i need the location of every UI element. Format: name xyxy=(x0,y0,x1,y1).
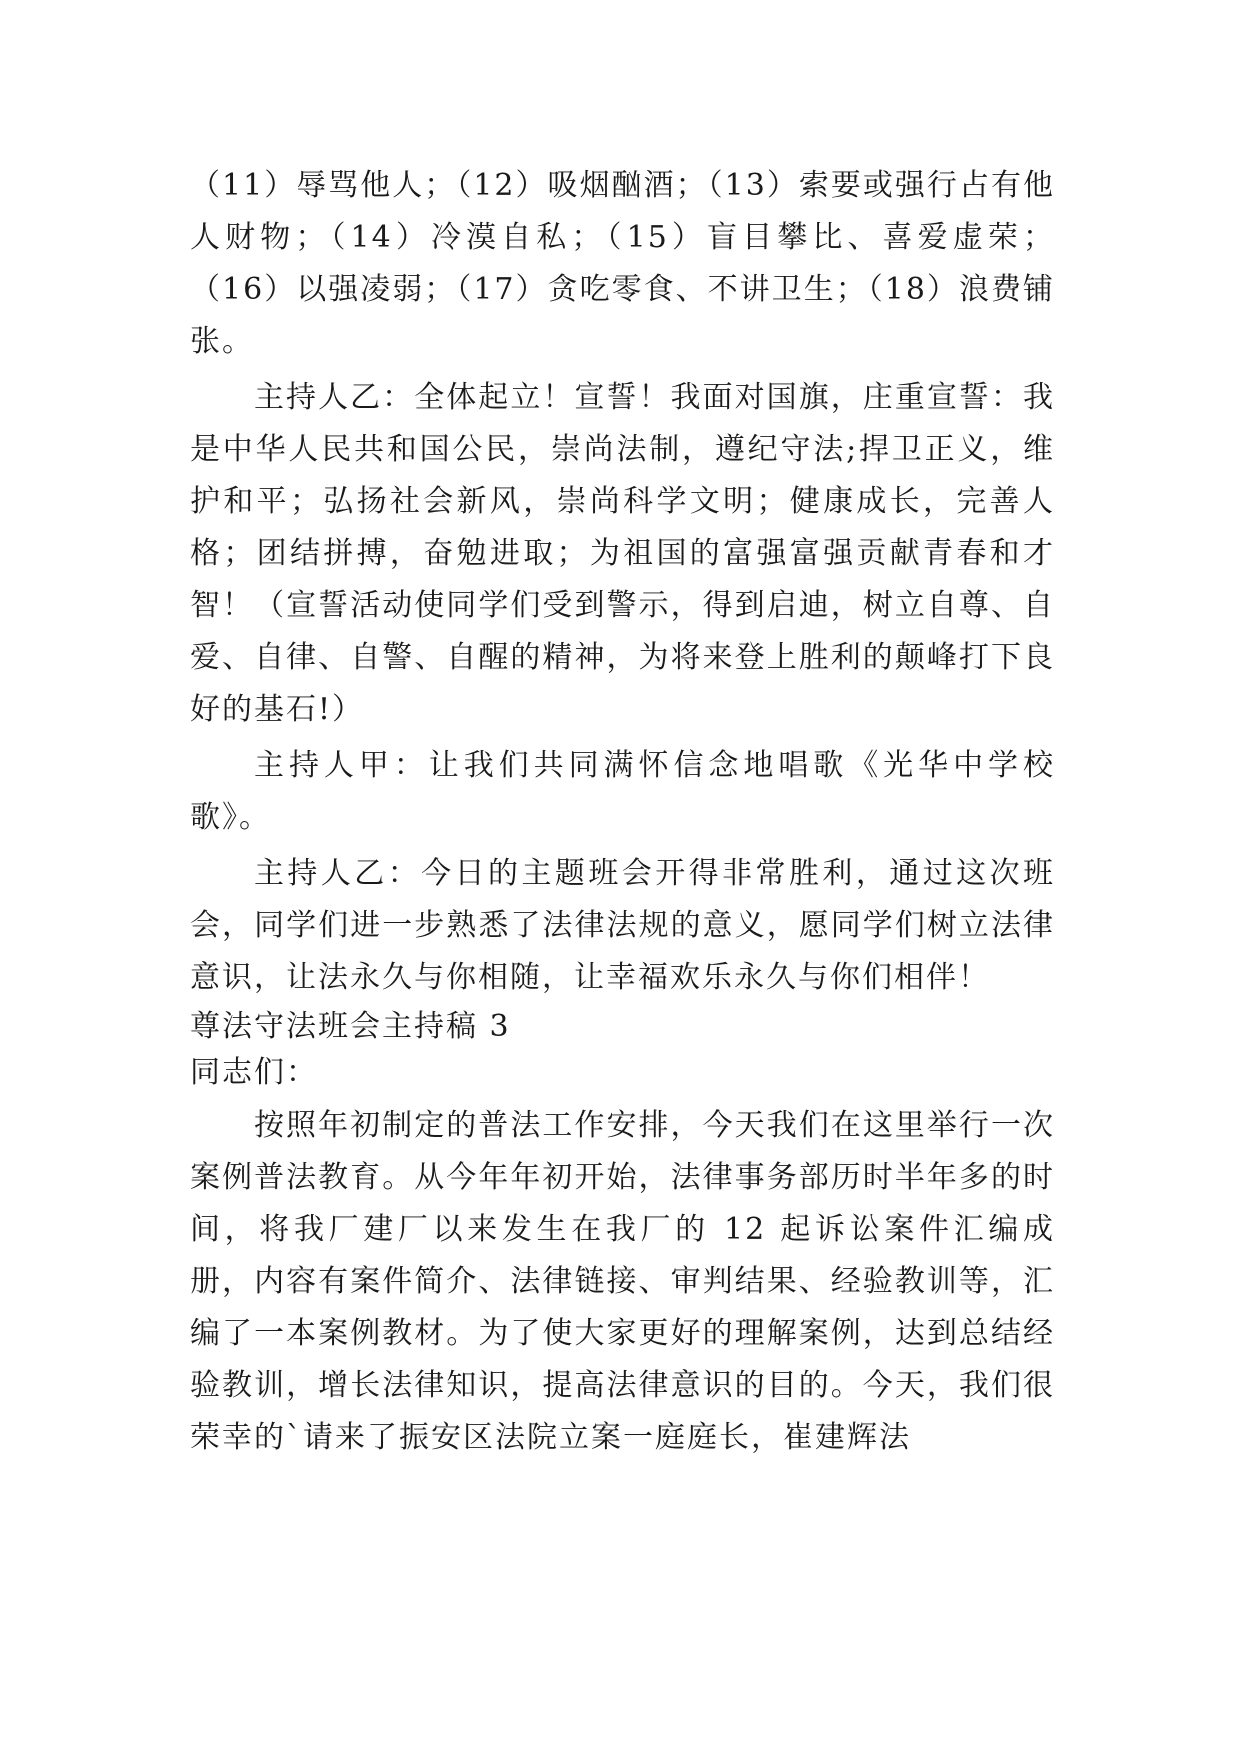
paragraph-behavior-list: （11）辱骂他人；（12）吸烟酗酒；（13）索要或强行占有他人财物；（14）冷漠自私；（15）盲目攀比、喜爱虚荣；（16）以强凌弱；（17）贪吃零食、不讲卫生；（18）浪费铺张。 xyxy=(190,168,1055,359)
paragraph-host-a-song: 主持人甲：让我们共同满怀信念地唱歌《光华中学校歌》。 xyxy=(190,748,1055,835)
section-title: 尊法守法班会主持稿 3 xyxy=(190,1009,511,1044)
document-body xyxy=(190,160,1055,1464)
paragraph-host-b-oath: 主持人乙：全体起立！宣誓！我面对国旗，庄重宣誓：我是中华人民共和国公民，崇尚法制，遵纪守法;捍卫正义，维护和平；弘扬社会新风，崇尚科学文明；健康成长，完善人格；团结拼搏，奋勉进取；为祖国的富强富强贡献青春和才智！（宣誓活动使同学们受到警示，得到启迪，树立自尊、自爱、自律、自警、自醒的精神，为将来登上胜利的颠峰打下良好的基石!） xyxy=(190,380,1055,727)
paragraph-host-b-closing: 主持人乙：今日的主题班会开得非常胜利，通过这次班会，同学们进一步熟悉了法律法规的意义，愿同学们树立法律意识，让法永久与你相随，让幸福欢乐永久与你们相伴！ xyxy=(190,856,1055,995)
greeting: 同志们： xyxy=(190,1055,318,1090)
paragraph-speech-body: 按照年初制定的普法工作安排，今天我们在这里举行一次案例普法教育。从今年年初开始，法律事务部历时半年多的时间，将我厂建厂以来发生在我厂的 12 起诉讼案件汇编成册，内容有案件简介、法律链接、审判结果、经验教训等，汇编了一本案例教材。为了使大家更好的理解案例，达到总结经验教训，增长法律知识，提高法律意识的目的。今天，我们很荣幸的`请来了振安区法院立案一庭庭长，崔建辉法 xyxy=(190,1108,1055,1455)
